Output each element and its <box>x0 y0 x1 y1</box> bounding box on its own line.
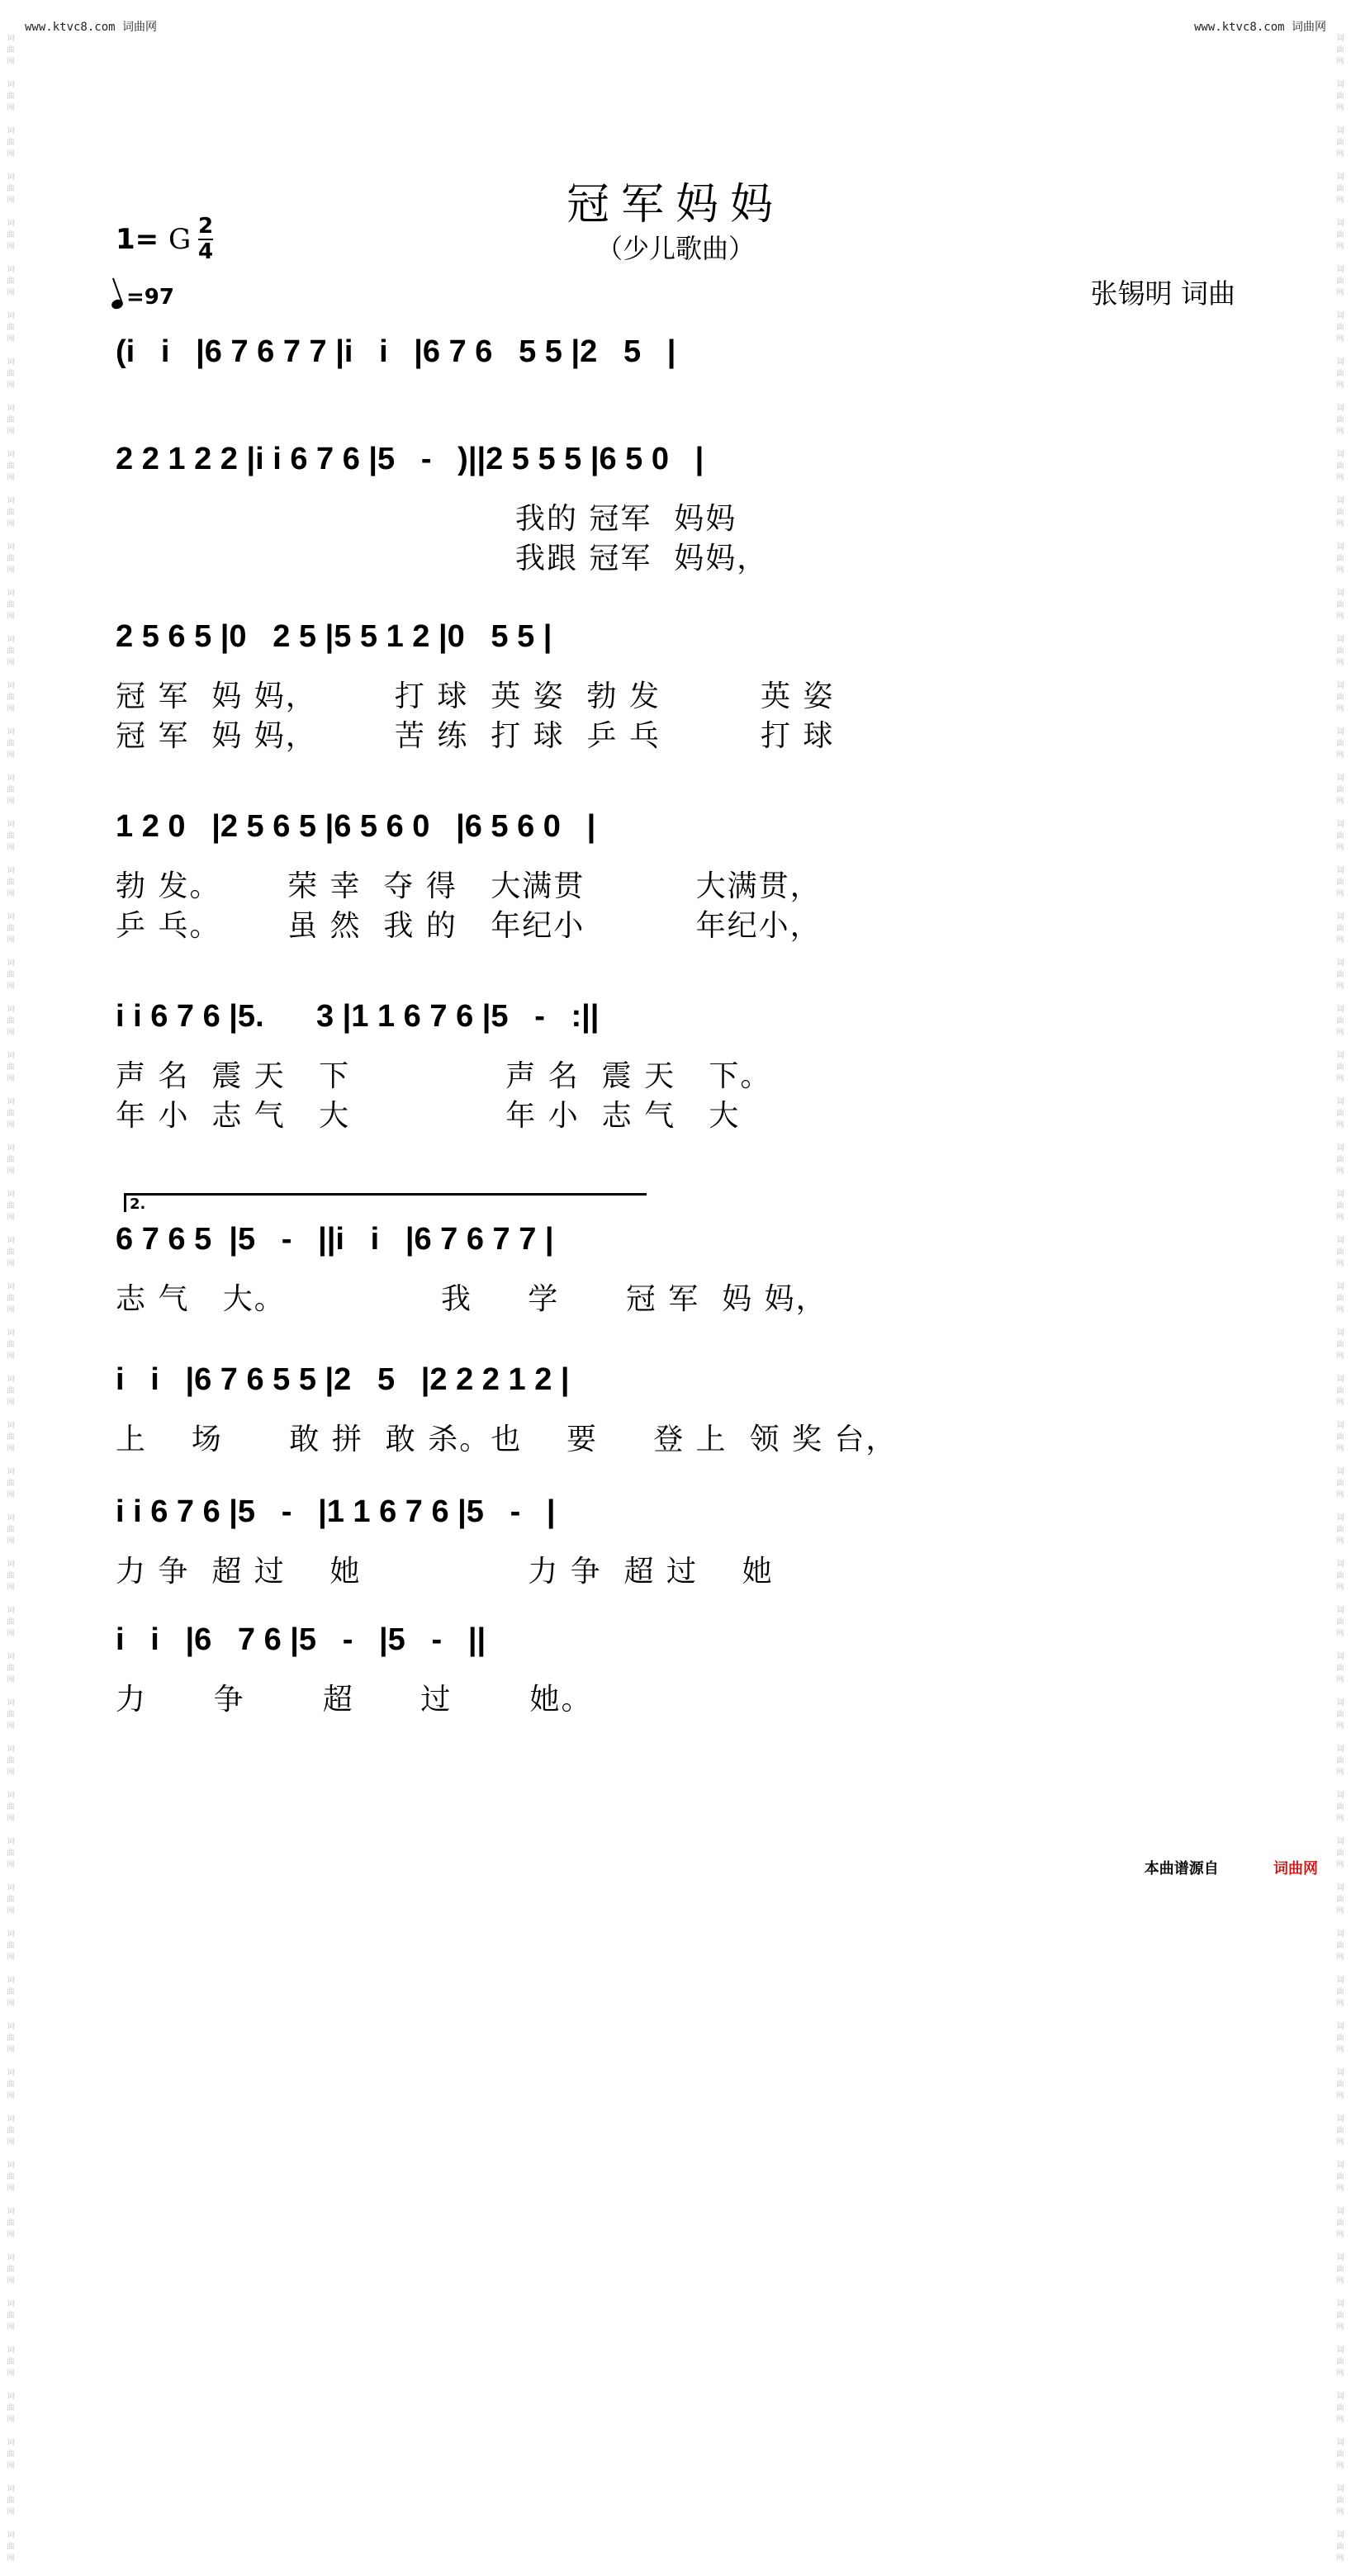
key-signature: 1= G <box>116 223 192 256</box>
notation-line: i i 6 7 6 |5. 3 |1 1 6 7 6 |5 - :|| <box>116 999 600 1034</box>
notation-line: 2 2 1 2 2 |i i 6 7 6 |5 - )||2 5 5 5 |6 5 0 | <box>116 442 704 476</box>
footer-source: 本曲谱源自 <box>1144 1860 1219 1878</box>
lyric-line: 冠 军 妈 妈， 打 球 英 姿 勃 发 英 姿 <box>116 680 835 713</box>
volta-label: 2. <box>130 1196 146 1213</box>
lyric-line: 年 小 志 气 大 年 小 志 气 大 <box>116 1099 741 1133</box>
song-title: 冠军妈妈 <box>566 180 785 230</box>
header-left-url: www.ktvc8.com 词曲网 <box>25 21 158 34</box>
time-signature: 2 4 <box>198 214 214 264</box>
footer <box>1145 1857 1318 1878</box>
lyric-line: 力 争 超 过 她。 <box>116 1683 593 1717</box>
lyric-line: 志 气 大。 我 学 冠 军 妈 妈， <box>116 1282 827 1316</box>
right-watermark-strip: 词 曲 网 词 曲 网 词 曲 网 词 曲 网 词 曲 网 词 曲 网 词 曲 网 词 曲 网 词 曲 网 词 曲 网 词 曲 网 词 曲 网 词 曲 网 词 曲 网 词 曲 网 词 曲 网 词 曲 网 词 曲 网 词 曲 网 词 曲 网 词 曲 网 词 曲 网 词 曲 网 词 曲 网 词 曲 网 词 曲 网 词 曲 网 词 曲 网 词 曲 网 词 曲 网 词 曲 网 词 曲 网 词 曲 网 词 曲 网 词 曲 网 词 曲 网 词 曲 网 词 曲 网 词 曲 网 词 曲 网 词 曲 网 词 曲 网 词 曲 网 词 曲 网 词 曲 网 词 曲 网 词 曲 网 词 曲 网 词 曲 网 词 曲 网 词 曲 网 词 曲 网 词 曲 网 词 曲 网 词 曲 网 <box>1336 35 1344 2563</box>
tempo-marking: =97 <box>111 285 174 310</box>
left-watermark-strip: 词 曲 网 词 曲 网 词 曲 网 词 曲 网 词 曲 网 词 曲 网 词 曲 网 词 曲 网 词 曲 网 词 曲 网 词 曲 网 词 曲 网 词 曲 网 词 曲 网 词 曲 网 词 曲 网 词 曲 网 词 曲 网 词 曲 网 词 曲 网 词 曲 网 词 曲 网 词 曲 网 词 曲 网 词 曲 网 词 曲 网 词 曲 网 词 曲 网 词 曲 网 词 曲 网 词 曲 网 词 曲 网 词 曲 网 词 曲 网 词 曲 网 词 曲 网 词 曲 网 词 曲 网 词 曲 网 词 曲 网 词 曲 网 词 曲 网 词 曲 网 词 曲 网 词 曲 网 词 曲 网 词 曲 网 词 曲 网 词 曲 网 词 曲 网 词 曲 网 词 曲 网 词 曲 网 词 曲 网 词 曲 网 <box>7 35 15 2563</box>
notation-line: i i |6 7 6 5 5 |2 5 |2 2 2 1 2 | <box>116 1362 570 1397</box>
header-right-url: www.ktvc8.com 词曲网 <box>1193 21 1326 34</box>
notation-line: (i i |6 7 6 7 7 |i i |6 7 6 5 5 |2 5 | <box>116 334 676 369</box>
notation-line: 1 2 0 |2 5 6 5 |6 5 6 0 |6 5 6 0 | <box>116 809 596 844</box>
author-credit: 张锡明 词曲 <box>1090 277 1235 310</box>
lyric-line: 我跟 冠军 妈妈， <box>116 542 769 575</box>
lyric-line: 我的 冠军 妈妈 <box>116 502 737 536</box>
song-subtitle: （少儿歌曲） <box>595 233 755 264</box>
quarter-note-icon <box>111 298 125 310</box>
lyric-line: 冠 军 妈 妈， 苦 练 打 球 乒 乓 打 球 <box>116 719 835 753</box>
notation-line: 6 7 6 5 |5 - ||i i |6 7 6 7 7 | <box>116 1222 554 1257</box>
notation-line: i i 6 7 6 |5 - |1 1 6 7 6 |5 - | <box>116 1494 556 1529</box>
lyric-line: 勃 发。 荣 幸 夺 得 大满贯 大满贯， <box>116 869 822 903</box>
lyric-line: 声 名 震 天 下 声 名 震 天 下。 <box>116 1059 772 1093</box>
footer-brand: 词曲网 <box>1273 1860 1318 1878</box>
volta-bracket <box>124 1193 647 1212</box>
notation-line: 2 5 6 5 |0 2 5 |5 5 1 2 |0 5 5 | <box>116 619 552 654</box>
lyric-line: 力 争 超 过 她 力 争 超 过 她 <box>116 1555 774 1589</box>
lyric-line: 上 场 敢 拼 敢 杀。也 要 登 上 领 奖 台， <box>116 1423 898 1456</box>
notation-line: i i |6 7 6 |5 - |5 - || <box>116 1622 486 1657</box>
lyric-line: 乒 乓。 虽 然 我 的 年纪小 年纪小， <box>116 909 822 943</box>
